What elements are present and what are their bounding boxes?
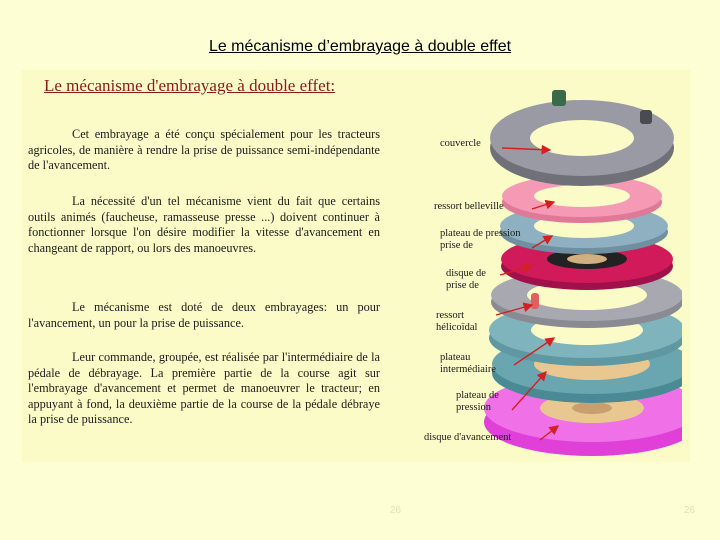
label-couvercle: couvercle: [440, 138, 481, 149]
label-plateau-intermediaire: plateau intermédiaire: [440, 352, 496, 375]
paragraph-1: Cet embrayage a été conçu spécialement pour les tracteurs agricoles, de manière à rendre la prise de puissance semi-indépendante de l'avancement.: [28, 127, 380, 173]
slide-title: Le mécanisme d’embrayage à double effet: [208, 38, 512, 55]
label-plateau-pression-prise: plateau de pression prise de: [440, 228, 521, 251]
paragraph-4: Leur commande, groupée, est réalisée par l'intermédiaire de la pédale de débrayage. La première partie de la course agit sur l'embrayage d'avancement et permet de manoeuvrer le tracteur; en appuyant à fond, la deuxième partie de la course de la pédale débraye la prise de puissance.: [28, 350, 380, 427]
paragraph-3: Le mécanisme est doté de deux embrayages: un pour l'avancement, un pour la prise de puissance.: [28, 300, 380, 330]
label-disque-prise: disque de prise de: [446, 268, 486, 291]
cover-part: [490, 90, 674, 186]
page-number-left: 26: [390, 505, 402, 516]
label-ressort-helicoidal: ressort hélicoïdal: [436, 310, 478, 333]
label-plateau-pression: plateau de pression: [456, 390, 499, 413]
clutch-diagram-svg: [382, 70, 682, 462]
label-ressort-belleville: ressort belleville: [434, 201, 504, 212]
label-disque-avancement: disque d'avancement: [424, 432, 512, 443]
clutch-exploded-diagram: [382, 70, 682, 462]
page-number-right: 26: [684, 505, 696, 516]
document-image: [22, 70, 690, 462]
document-title: Le mécanisme d'embrayage à double effet:: [44, 76, 336, 95]
paragraph-2: La nécessité d'un tel mécanisme vient du fait que certains outils animés (faucheuse, ramasseuse presse ...) doivent continuer à fonctionner lorsque l'on désire modifier la vitesse d'avancement en changeant de rapport, ou lors des manoeuvres.: [28, 194, 380, 255]
